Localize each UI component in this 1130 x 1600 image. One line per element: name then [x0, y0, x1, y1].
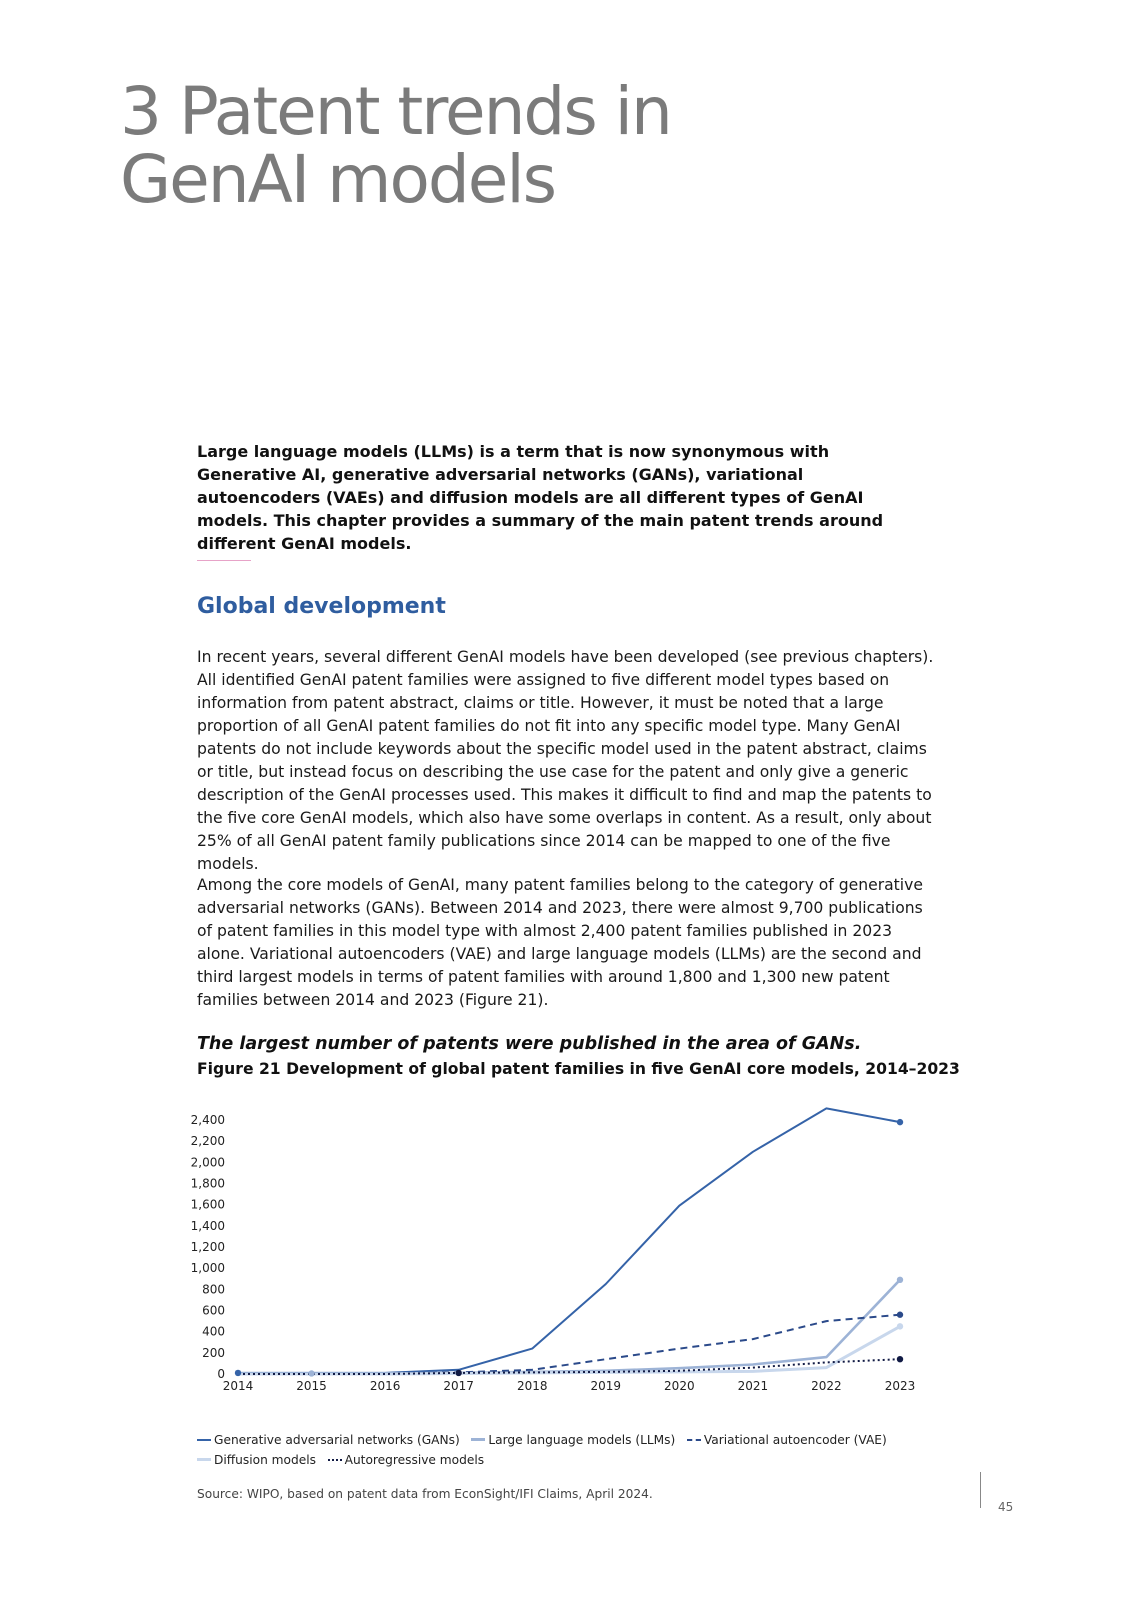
- series-line-0: [238, 1108, 900, 1373]
- body-paragraph-1: In recent years, several different GenAI models have been developed (see previous chapters). All identified GenAI patent families were assigned to five different model types based on information from patent abstract, claims or title. However, it must be noted that a large proportion of all GenAI patent families do not fit into any specific model type. Many GenAI patents do not include keywords about the specific model used in the patent abstract, claims or title, but instead focus on describing the use case for the patent and only give a generic description of the GenAI processes used. This makes it difficult to find and map the patents to the five core GenAI models, which also have some overlaps in content. As a result, only about 25% of all GenAI patent family publications since 2014 can be mapped to one of the five models.: [197, 648, 934, 873]
- series-end-point-4: [897, 1356, 903, 1362]
- lead-paragraph: Large language models (LLMs) is a term that is now synonymous with Generative AI, generative adversarial networks (GANs), variational autoencoders (VAEs) and diffusion models are all different types of GenAI models. This chapter provides a summary of the main patent trends around different GenAI models.: [197, 442, 884, 553]
- legend-label-gans: Generative adversarial networks (GANs): [214, 1433, 460, 1447]
- legend-label-diffusion: Diffusion models: [214, 1453, 316, 1467]
- x-tick-label: 2016: [369, 1379, 401, 1393]
- chapter-title-line-1: 3 Patent trends in: [120, 73, 671, 150]
- figure-title: Figure 21 Development of global patent families in five GenAI core models, 2014–2023: [197, 1060, 960, 1078]
- legend-label-vae: Variational autoencoder (VAE): [703, 1433, 887, 1447]
- x-axis: [223, 1379, 916, 1393]
- y-tick-label: 2,000: [190, 1155, 225, 1170]
- y-tick-label: 1,800: [190, 1176, 225, 1191]
- chapter-title-line-2: GenAI models: [120, 141, 556, 218]
- y-tick-label: 1,200: [190, 1240, 225, 1254]
- legend-swatch-llms: [471, 1438, 485, 1441]
- y-tick-label: 400: [202, 1324, 225, 1339]
- series-end-point-1: [897, 1277, 903, 1283]
- series-start-point-4: [455, 1370, 461, 1376]
- legend-label-llms: Large language models (LLMs): [488, 1433, 676, 1447]
- x-tick-label: 2022: [811, 1379, 842, 1393]
- y-tick-label: 2,200: [190, 1134, 225, 1149]
- legend-swatch-diffusion: [197, 1458, 211, 1461]
- series-line-3: [238, 1326, 900, 1374]
- legend-swatch-gans: [197, 1439, 211, 1441]
- y-tick-label: 800: [202, 1282, 225, 1297]
- x-tick-label: 2015: [296, 1379, 327, 1393]
- y-axis: [191, 1113, 225, 1381]
- legend-entry-gans: [197, 1433, 460, 1447]
- y-tick-label: 1,400: [190, 1218, 225, 1233]
- figure-source: Source: WIPO, based on patent data from EconSight/IFI Claims, April 2024.: [197, 1487, 653, 1501]
- x-tick-label: 2018: [516, 1379, 548, 1393]
- series-line-2: [238, 1315, 900, 1374]
- lead-divider: [197, 560, 251, 561]
- figure-subtitle: The largest number of patents were published in the area of GANs.: [197, 1034, 862, 1054]
- legend-entry-autoregressive: [328, 1453, 484, 1467]
- x-tick-label: 2023: [884, 1379, 916, 1393]
- chapter-title: [120, 73, 820, 218]
- legend-entry-diffusion: [197, 1453, 316, 1467]
- y-tick-label: 0: [217, 1367, 225, 1381]
- series-start-point-1: [308, 1370, 314, 1376]
- legend-entry-llms: [471, 1433, 675, 1447]
- y-tick-label: 1,000: [190, 1261, 225, 1276]
- chart-legend: [197, 1430, 937, 1470]
- x-tick-label: 2019: [590, 1379, 622, 1393]
- series-end-point-3: [897, 1323, 903, 1329]
- section-heading: Global development: [197, 594, 446, 619]
- legend-label-autoregressive: Autoregressive models: [344, 1453, 485, 1467]
- page-number: 45: [998, 1500, 1014, 1514]
- x-tick-label: 2021: [737, 1379, 769, 1393]
- x-tick-label: 2014: [222, 1379, 254, 1393]
- body-paragraph-2: Among the core models of GenAI, many patent families belong to the category of generative adversarial networks (GANs). Between 2014 and 2023, there were almost 9,700 publications of patent families in this model type with almost 2,400 patent families published in 2023 alone. Variational autoencoders (VAE) and large language models (LLMs) are the second and third largest models in terms of patent families with around 1,800 and 1,300 new patent families between 2014 and 2023 (Figure 21).: [197, 876, 923, 1009]
- legend-entry-vae: [687, 1433, 887, 1447]
- y-tick-label: 600: [202, 1303, 225, 1318]
- y-tick-label: 1,600: [190, 1197, 225, 1212]
- y-tick-label: 200: [202, 1345, 225, 1360]
- series-line-4: [238, 1359, 900, 1374]
- line-chart: [190, 1100, 940, 1420]
- page-number-rule: [980, 1472, 981, 1508]
- series-end-point-0: [897, 1119, 903, 1125]
- y-tick-label: 2,400: [190, 1113, 225, 1127]
- series-start-point-0: [235, 1370, 241, 1376]
- x-tick-label: 2020: [664, 1379, 695, 1393]
- legend-swatch-vae: [687, 1439, 701, 1441]
- series-layer: [235, 1108, 903, 1376]
- x-tick-label: 2017: [443, 1379, 474, 1393]
- legend-swatch-autoregressive: [328, 1459, 342, 1461]
- series-end-point-2: [897, 1312, 903, 1318]
